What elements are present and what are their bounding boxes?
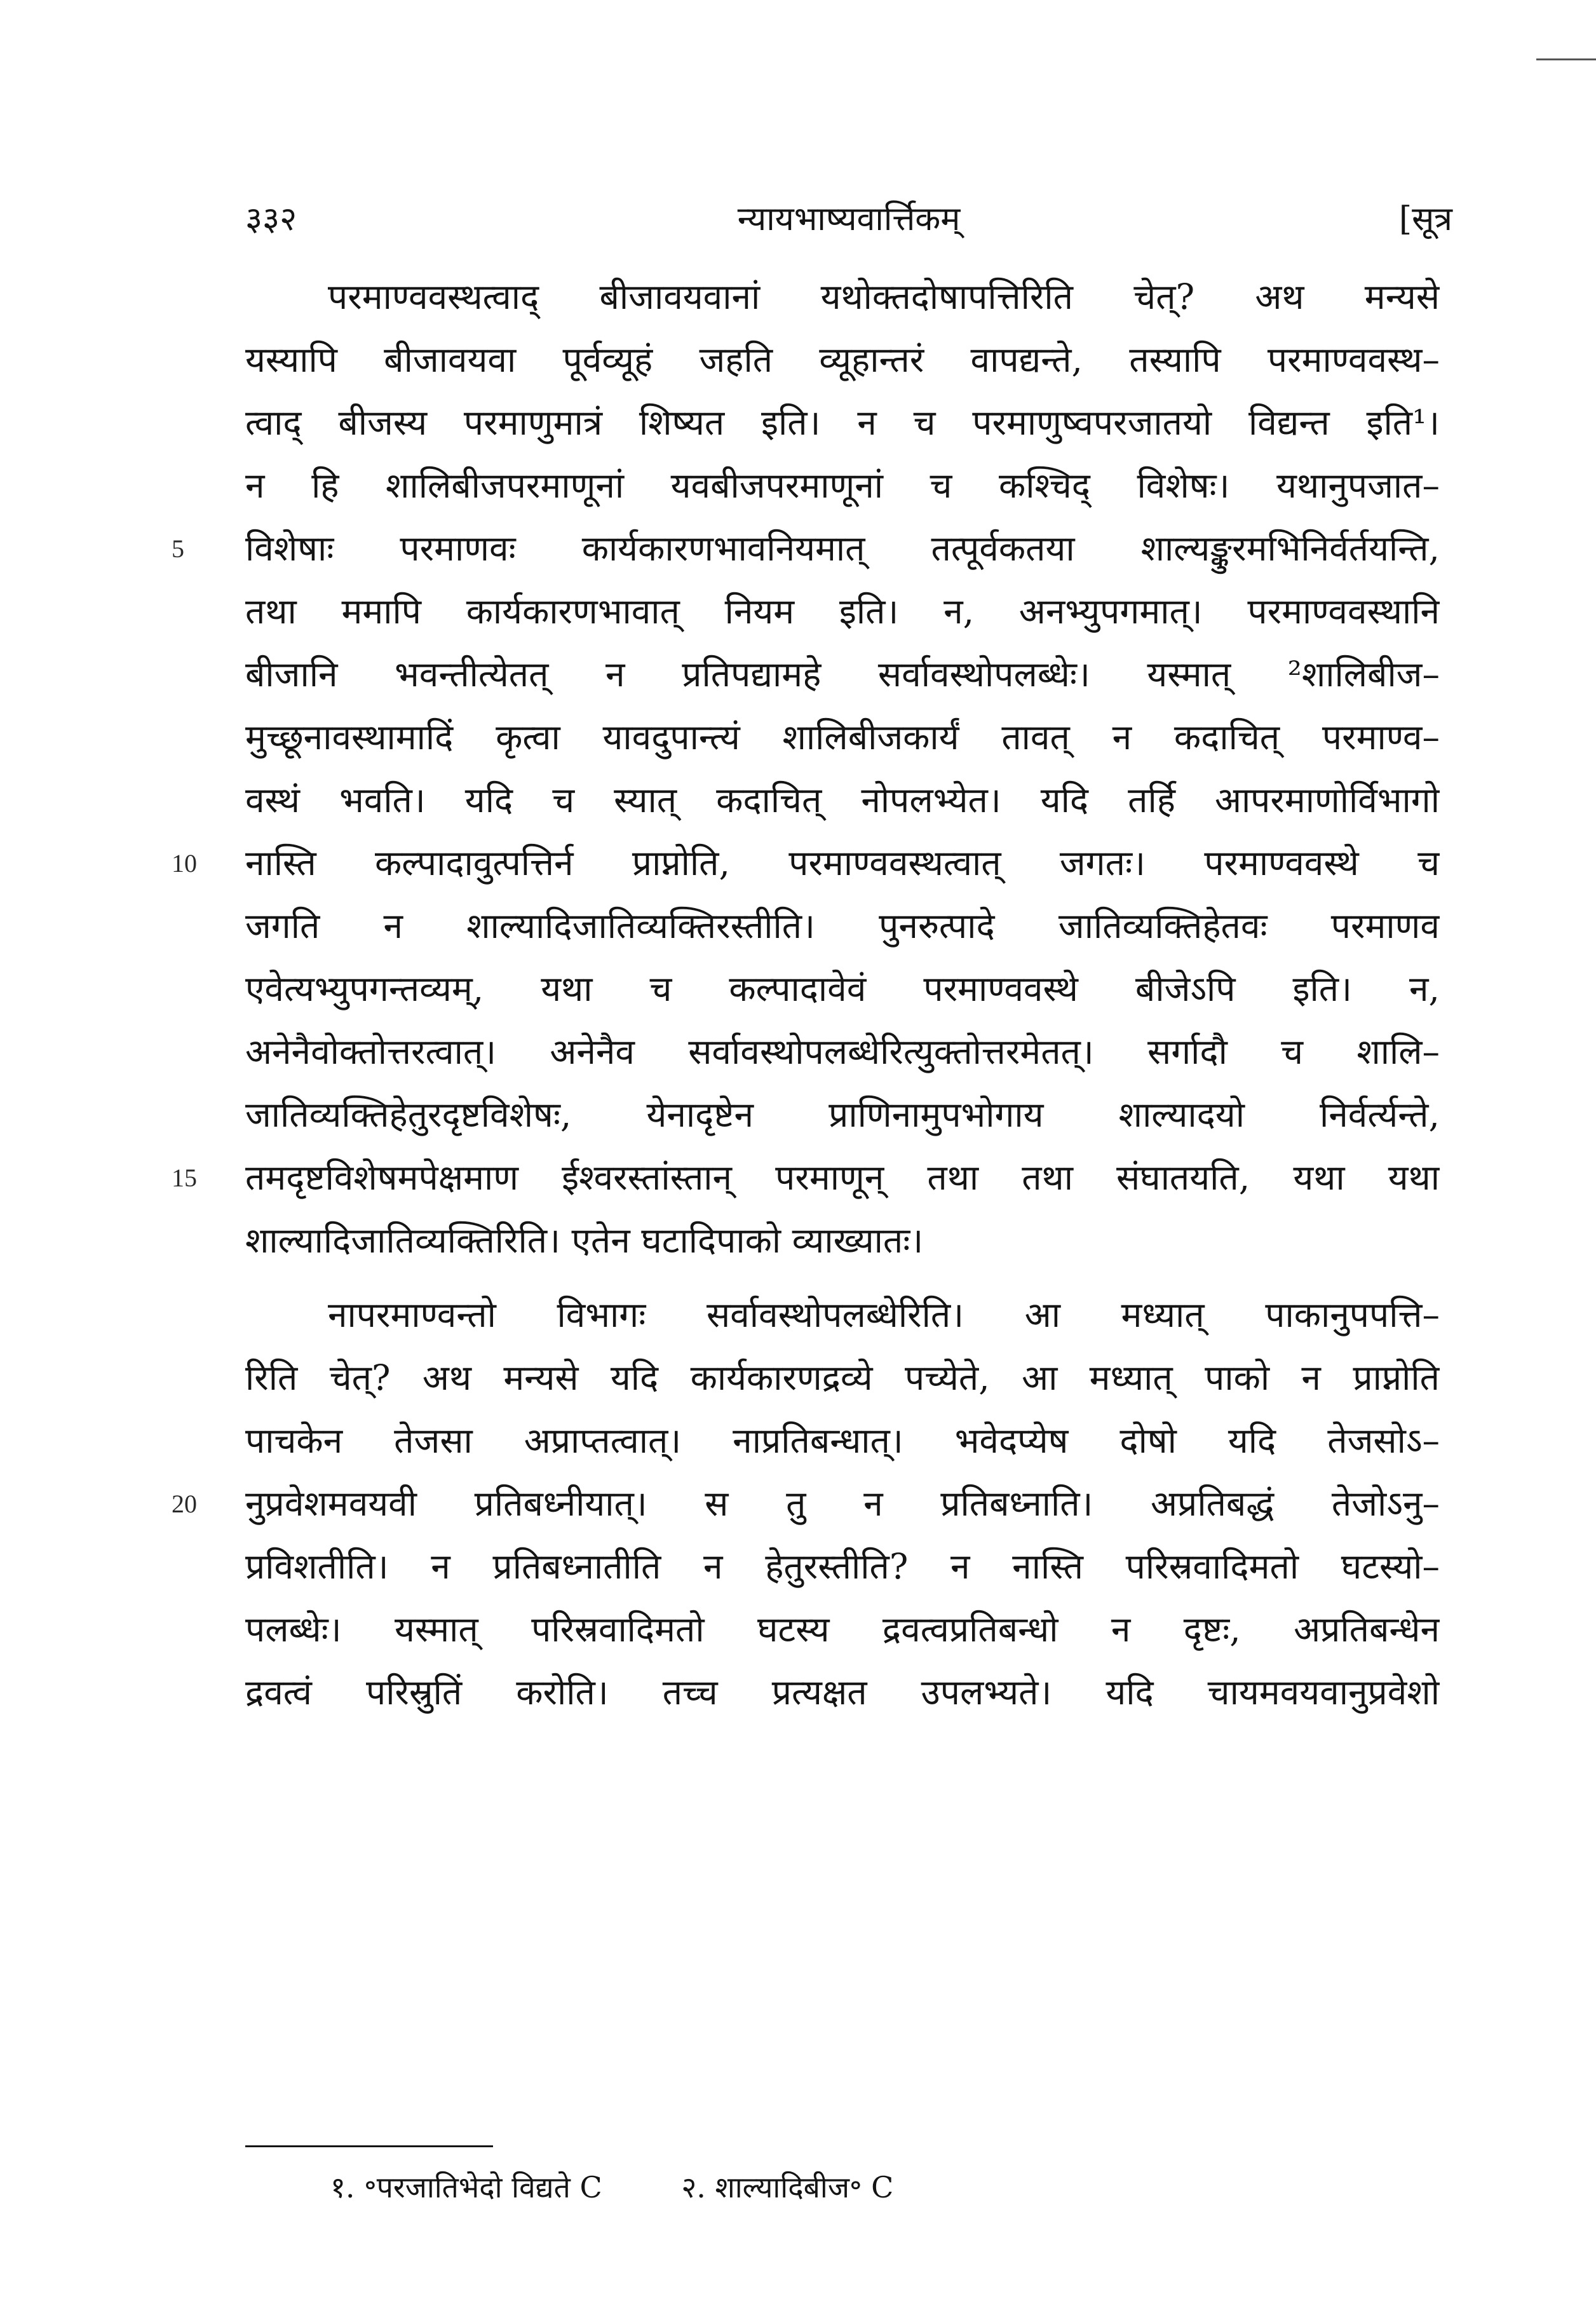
- line-number: 5: [172, 534, 184, 563]
- text-line: पाचकेन तेजसा अप्राप्तत्वात्। नाप्रतिबन्धात्। भवेदप्येष दोषो यदि तेजसोऽ–: [245, 1420, 1440, 1461]
- line-number: 20: [172, 1490, 197, 1518]
- edge-mark: [1536, 58, 1596, 60]
- running-header: [245, 191, 1452, 248]
- text-line: पलब्धेः। यस्मात् परिस्रवादिमतो घटस्य द्रवत्वप्रतिबन्धो न दृष्टः, अप्रतिबन्धेन: [245, 1609, 1440, 1650]
- text-line: जगति न शाल्यादिजातिव्यक्तिरस्तीति। पुनरुत्पादे जातिव्यक्तिहेतवः परमाणव: [245, 906, 1440, 946]
- text-line: वस्थं भवति। यदि च स्यात् कदाचित् नोपलभ्येत। यदि तर्हि आपरमाणोर्विभागो: [245, 780, 1440, 820]
- text-line: एवेत्यभ्युपगन्तव्यम्, यथा च कल्पादावेवं परमाण्ववस्थे बीजेऽपि इति। न,: [245, 968, 1440, 1009]
- text-line: प्रविशतीति। न प्रतिबध्नातीति न हेतुरस्तीति? न नास्ति परिस्रवादिमतो घटस्यो–: [245, 1546, 1440, 1587]
- footnote: २. शाल्यादिबीज॰ C: [681, 2170, 894, 2204]
- text-line: त्वाद् बीजस्य परमाणुमात्रं शिष्यत इति। न च परमाणुष्वपरजातयो विद्यन्त इति¹।: [245, 402, 1440, 443]
- text-line: अनेनैवोक्तोत्तरत्वात्। अनेनैव सर्वावस्थोपलब्धेरित्युक्तोत्तरमेतत्। सर्गादौ च शालि–: [245, 1031, 1440, 1072]
- text-line: शाल्यादिजातिव्यक्तिरिति। एतेन घटादिपाको व्याख्यातः।: [245, 1220, 924, 1261]
- text-line: यस्यापि बीजावयवा पूर्वव्यूहं जहति व्यूहान्तरं वापद्यन्ते, तस्यापि परमाण्ववस्थ–: [245, 339, 1440, 380]
- text-line: बीजानि भवन्तीत्येतत् न प्रतिपद्यामहे सर्वावस्थोपलब्धेः। यस्मात् ²शालिबीज–: [245, 654, 1440, 695]
- footnote-separator: [245, 2145, 493, 2147]
- text-line: जातिव्यक्तिहेतुरदृष्टविशेषः, येनादृष्टेन प्राणिनामुपभोगाय शाल्यादयो निर्वर्त्यन्ते,: [245, 1094, 1440, 1135]
- line-number: 10: [172, 849, 197, 878]
- footnotes: [330, 2162, 1220, 2213]
- text-line: नुप्रवेशमवयवी प्रतिबध्नीयात्। स तु न प्रतिबध्नाति। अप्रतिबद्धं तेजोऽनु–: [245, 1483, 1440, 1524]
- text-line: नापरमाण्वन्तो विभागः सर्वावस्थोपलब्धेरिति। आ मध्यात् पाकानुपपत्ति–: [328, 1294, 1440, 1335]
- text-line: न हि शालिबीजपरमाणूनां यवबीजपरमाणूनां च कश्चिद् विशेषः। यथानुपजात–: [245, 465, 1440, 506]
- main-text: [245, 266, 1440, 1724]
- text-line: परमाण्ववस्थत्वाद् बीजावयवानां यथोक्तदोषापत्तिरिति चेत्? अथ मन्यसे: [328, 276, 1440, 317]
- text-line: मुच्छूनावस्थामादिं कृत्वा यावदुपान्त्यं शालिबीजकार्यं तावत् न कदाचित् परमाण्व–: [245, 717, 1440, 757]
- line-number: 15: [172, 1164, 197, 1192]
- text-line: नास्ति कल्पादावुत्पत्तिर्न प्राप्नोति, परमाण्ववस्थत्वात् जगतः। परमाण्ववस्थे च: [245, 843, 1440, 883]
- footnote: १. ॰परजातिभेदो विद्यते C: [330, 2170, 602, 2204]
- page-number: ३३२: [245, 200, 297, 238]
- text-line: विशेषाः परमाणवः कार्यकारणभावनियमात् तत्पूर्वकतया शाल्यङ्कुरमभिनिर्वर्तयन्ति,: [245, 528, 1440, 569]
- running-title: न्यायभाष्यवार्त्तिकम्: [737, 200, 961, 238]
- section-marker: [सूत्र: [1398, 200, 1452, 238]
- text-line: द्रवत्वं परिस्रुतिं करोति। तच्च प्रत्यक्षत उपलभ्यते। यदि चायमवयवानुप्रवेशो: [245, 1672, 1440, 1713]
- text-line: तमदृष्टविशेषमपेक्षमाण ईश्वरस्तांस्तान् परमाणून् तथा तथा संघातयति, यथा यथा: [245, 1157, 1440, 1198]
- text-line: तथा ममापि कार्यकारणभावात् नियम इति। न, अनभ्युपगमात्। परमाण्ववस्थानि: [245, 591, 1440, 632]
- text-line: रिति चेत्? अथ मन्यसे यदि कार्यकारणद्रव्ये पच्येते, आ मध्यात् पाको न प्राप्नोति: [245, 1357, 1440, 1398]
